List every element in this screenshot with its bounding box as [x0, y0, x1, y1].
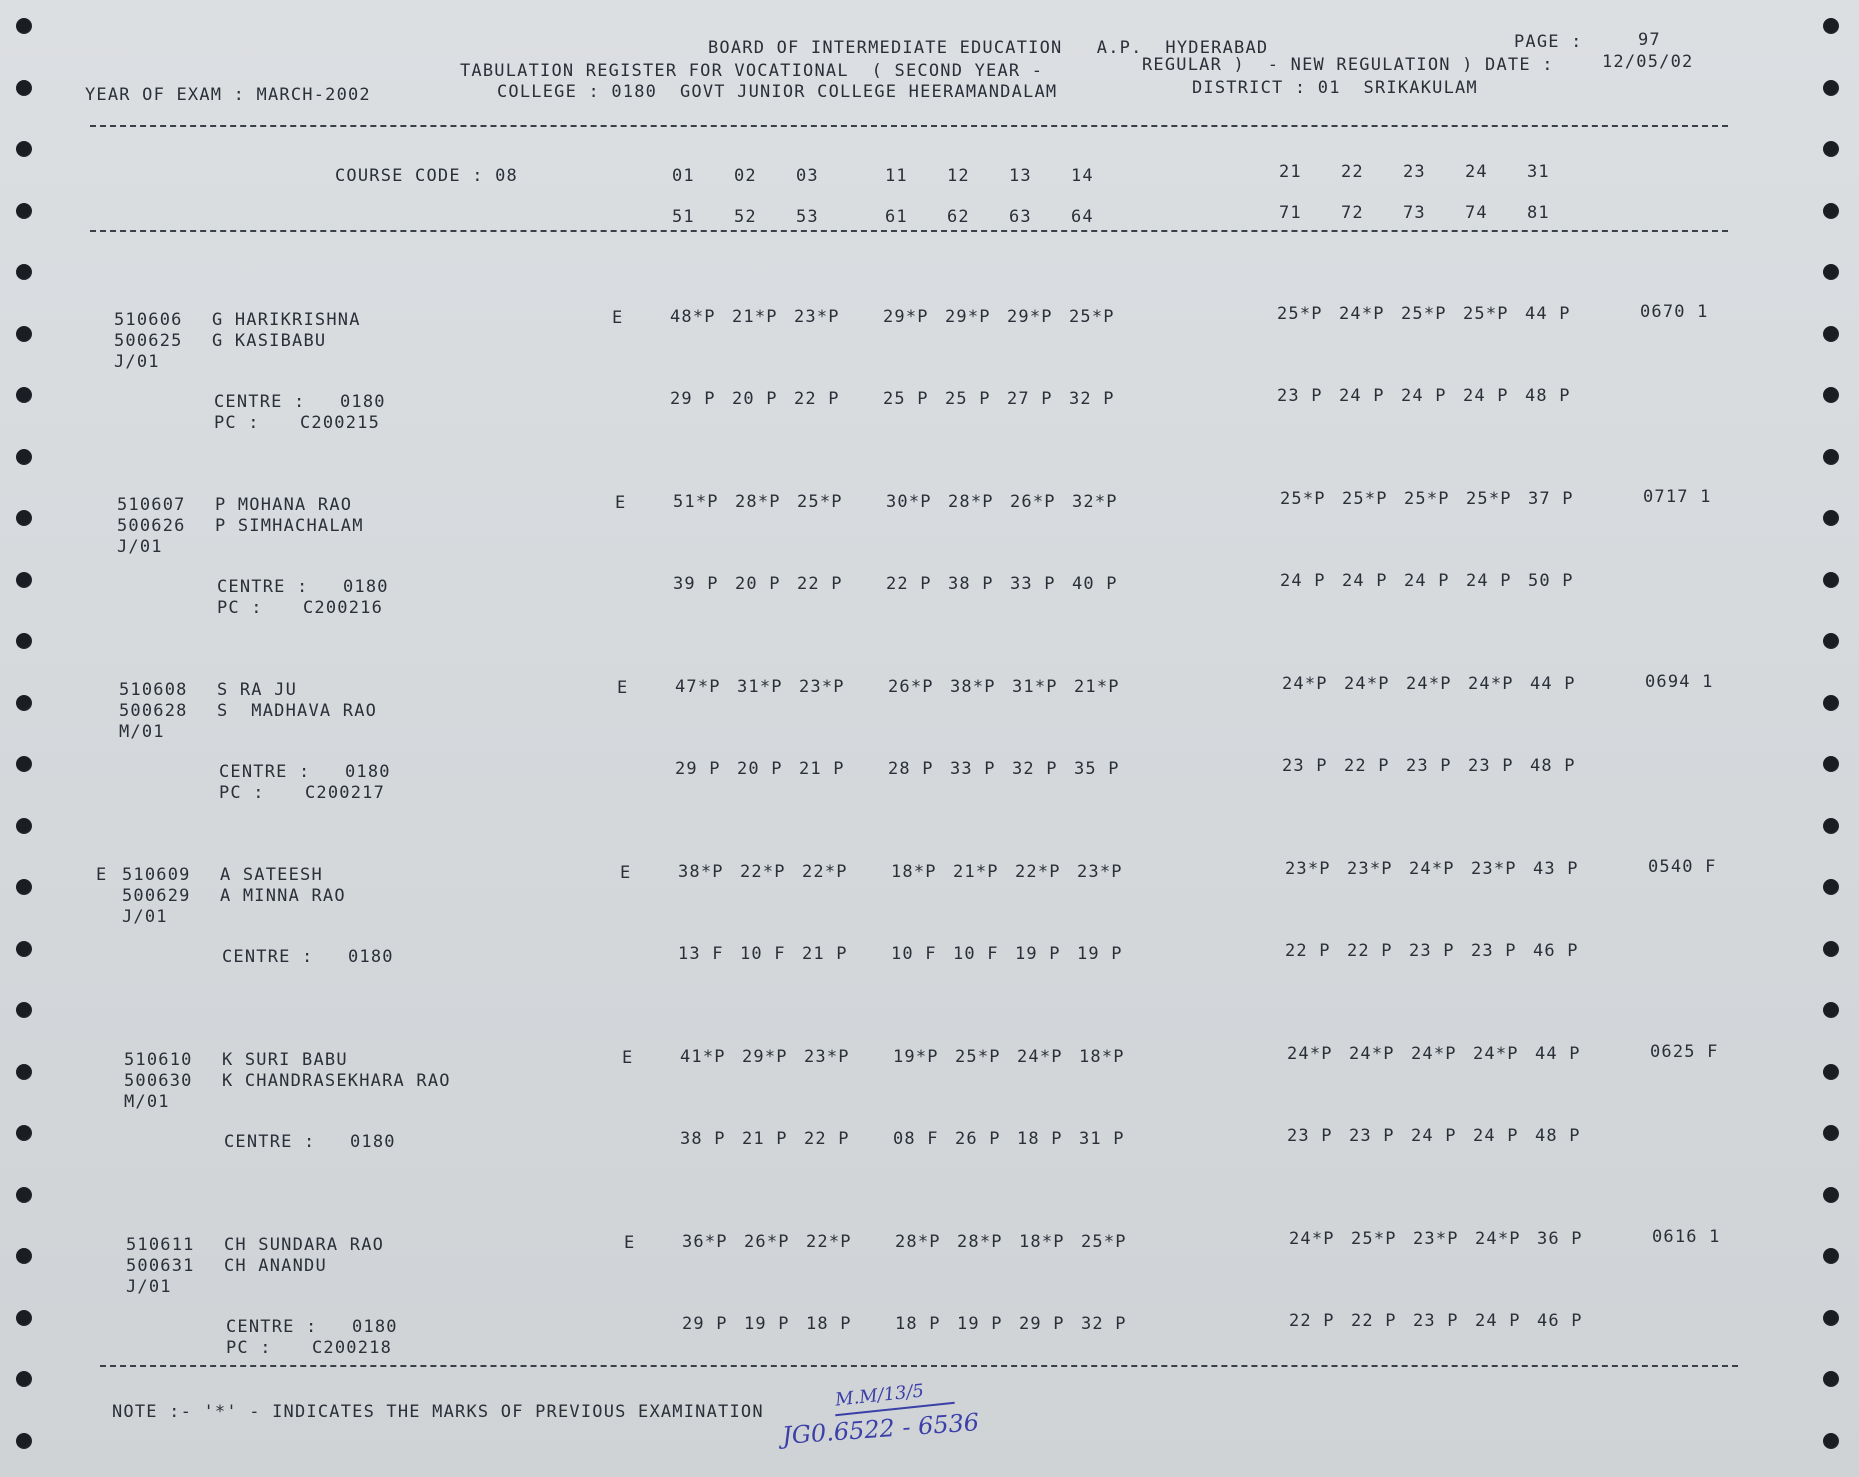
feed-hole: [1823, 449, 1839, 465]
mark-second: 20 P: [737, 759, 783, 779]
category-code: M/01: [124, 1092, 170, 1112]
centre-label: CENTRE :: [222, 947, 314, 967]
feed-hole: [1823, 879, 1839, 895]
feed-hole: [1823, 756, 1839, 772]
mark-current: 18*P: [891, 862, 937, 882]
mark-second: 23 P: [1349, 1126, 1395, 1146]
mark-second: 23 P: [1468, 756, 1514, 776]
mark-second: 18 P: [806, 1314, 852, 1334]
subject-code: 61: [885, 207, 908, 227]
feed-hole: [1823, 203, 1839, 219]
pc-number: C200217: [305, 783, 386, 803]
total-and-result: 0625 F: [1650, 1042, 1719, 1062]
tractor-feed-holes-right: [1813, 0, 1853, 1477]
mark-current: 25*P: [1081, 1232, 1127, 1252]
centre-code: 0180: [340, 392, 386, 412]
feed-hole: [1823, 818, 1839, 834]
mark-second: 22 P: [794, 389, 840, 409]
mark-second: 23 P: [1277, 386, 1323, 406]
mark-current: 24*P: [1289, 1229, 1335, 1249]
mark-second: 22 P: [804, 1129, 850, 1149]
feed-hole: [16, 941, 32, 957]
mark-second: 48 P: [1535, 1126, 1581, 1146]
handwritten-initials: M.M/13/5: [834, 1380, 925, 1411]
mark-second: 22 P: [797, 574, 843, 594]
mark-second: 38 P: [680, 1129, 726, 1149]
registration-number: 500628: [119, 701, 188, 721]
mark-second: 23 P: [1471, 941, 1517, 961]
mark-second: 24 P: [1404, 571, 1450, 591]
mark-current: 28*P: [948, 492, 994, 512]
centre-label: CENTRE :: [226, 1317, 318, 1337]
mark-current: 25*P: [797, 492, 843, 512]
feed-hole: [16, 141, 32, 157]
subject-code: 52: [734, 207, 757, 227]
feed-hole: [16, 203, 32, 219]
mark-current: 38*P: [678, 862, 724, 882]
mark-second: 24 P: [1463, 386, 1509, 406]
student-name: CH SUNDARA RAO: [224, 1235, 385, 1255]
subject-code: 22: [1341, 162, 1364, 182]
mark-second: 35 P: [1074, 759, 1120, 779]
mark-second: 22 P: [1285, 941, 1331, 961]
course-code: COURSE CODE : 08: [335, 166, 518, 186]
mark-current: 38*P: [950, 677, 996, 697]
college-info: COLLEGE : 0180 GOVT JUNIOR COLLEGE HEERAMANDALAM: [497, 82, 1058, 102]
mark-second: 21 P: [799, 759, 845, 779]
mark-second: 22 P: [886, 574, 932, 594]
mark-current: 18*P: [1019, 1232, 1065, 1252]
registration-number: 500631: [126, 1256, 195, 1276]
mark-second: 25 P: [945, 389, 991, 409]
centre-code: 0180: [345, 762, 391, 782]
mark-current: 25*P: [955, 1047, 1001, 1067]
mark-second: 24 P: [1411, 1126, 1457, 1146]
mark-second: 22 P: [1289, 1311, 1335, 1331]
mark-second: 20 P: [732, 389, 778, 409]
mark-second: 18 P: [1017, 1129, 1063, 1149]
mark-second: 50 P: [1528, 571, 1574, 591]
feed-hole: [16, 633, 32, 649]
mark-second: 33 P: [1010, 574, 1056, 594]
feed-hole: [16, 510, 32, 526]
mark-second: 21 P: [802, 944, 848, 964]
mark-second: 28 P: [888, 759, 934, 779]
mark-second: 38 P: [948, 574, 994, 594]
mark-current: 36 P: [1537, 1229, 1583, 1249]
register-title: TABULATION REGISTER FOR VOCATIONAL ( SECOND YEAR -: [460, 61, 1044, 81]
pc-number: C200215: [300, 413, 381, 433]
category-code: M/01: [119, 722, 165, 742]
feed-hole: [1823, 1064, 1839, 1080]
medium-code: E: [622, 1048, 634, 1068]
total-and-result: 0670 1: [1640, 302, 1709, 322]
mark-second: 08 F: [893, 1129, 939, 1149]
student-name: K SURI BABU: [222, 1050, 348, 1070]
mark-current: 28*P: [957, 1232, 1003, 1252]
hall-ticket-number: 510610: [124, 1050, 193, 1070]
mark-current: 24*P: [1409, 859, 1455, 879]
mark-second: 24 P: [1280, 571, 1326, 591]
feed-hole: [16, 80, 32, 96]
header-divider-bottom: [90, 230, 1728, 232]
registration-number: 500626: [117, 516, 186, 536]
subject-code: 23: [1403, 162, 1426, 182]
feed-hole: [16, 1433, 32, 1449]
feed-hole: [1823, 80, 1839, 96]
mark-second: 31 P: [1079, 1129, 1125, 1149]
pc-label: PC :: [214, 413, 260, 433]
father-name: CH ANANDU: [224, 1256, 327, 1276]
mark-current: 29*P: [742, 1047, 788, 1067]
mark-current: 25*P: [1069, 307, 1115, 327]
feed-hole: [1823, 1187, 1839, 1203]
tractor-feed-holes-left: [6, 0, 46, 1477]
centre-label: CENTRE :: [217, 577, 309, 597]
mark-second: 46 P: [1537, 1311, 1583, 1331]
mark-current: 23*P: [799, 677, 845, 697]
mark-second: 24 P: [1401, 386, 1447, 406]
feed-hole: [1823, 1248, 1839, 1264]
subject-code: 13: [1009, 166, 1032, 186]
mark-current: 24*P: [1287, 1044, 1333, 1064]
subject-code: 74: [1465, 203, 1488, 223]
subject-code: 11: [885, 166, 908, 186]
subject-code: 24: [1465, 162, 1488, 182]
feed-hole: [16, 1125, 32, 1141]
district-info: DISTRICT : 01 SRIKAKULAM: [1192, 78, 1478, 98]
mark-current: 29*P: [883, 307, 929, 327]
subject-code: 12: [947, 166, 970, 186]
student-name: A SATEESH: [220, 865, 323, 885]
mark-current: 28*P: [735, 492, 781, 512]
pc-label: PC :: [217, 598, 263, 618]
feed-hole: [16, 1248, 32, 1264]
subject-code: 81: [1527, 203, 1550, 223]
mark-current: 24*P: [1344, 674, 1390, 694]
feed-hole: [16, 326, 32, 342]
mark-second: 18 P: [895, 1314, 941, 1334]
total-and-result: 0694 1: [1645, 672, 1714, 692]
feed-hole: [1823, 141, 1839, 157]
mark-current: 41*P: [680, 1047, 726, 1067]
feed-hole: [1823, 264, 1839, 280]
feed-hole: [1823, 1125, 1839, 1141]
mark-current: 23*P: [1347, 859, 1393, 879]
mark-current: 25*P: [1401, 304, 1447, 324]
total-and-result: 0540 F: [1648, 857, 1717, 877]
year-of-exam: YEAR OF EXAM : MARCH-2002: [85, 85, 371, 105]
total-and-result: 0717 1: [1643, 487, 1712, 507]
mark-current: 31*P: [1012, 677, 1058, 697]
mark-current: 24*P: [1017, 1047, 1063, 1067]
mark-current: 24*P: [1349, 1044, 1395, 1064]
subject-code: 02: [734, 166, 757, 186]
mark-second: 25 P: [883, 389, 929, 409]
feed-hole: [1823, 1310, 1839, 1326]
feed-hole: [1823, 387, 1839, 403]
subject-code: 64: [1071, 207, 1094, 227]
mark-second: 10 F: [953, 944, 999, 964]
mark-current: 24*P: [1473, 1044, 1519, 1064]
mark-current: 25*P: [1342, 489, 1388, 509]
mark-second: 19 P: [957, 1314, 1003, 1334]
medium-code: E: [612, 308, 624, 328]
mark-current: 23*P: [794, 307, 840, 327]
mark-current: 24*P: [1468, 674, 1514, 694]
mark-current: 26*P: [1010, 492, 1056, 512]
hall-ticket-number: 510609: [122, 865, 191, 885]
print-date: 12/05/02: [1602, 52, 1694, 72]
mark-second: 27 P: [1007, 389, 1053, 409]
mark-second: 40 P: [1072, 574, 1118, 594]
mark-second: 32 P: [1069, 389, 1115, 409]
mark-second: 23 P: [1409, 941, 1455, 961]
feed-hole: [16, 18, 32, 34]
mark-current: 21*P: [1074, 677, 1120, 697]
mark-current: 25*P: [1351, 1229, 1397, 1249]
mark-second: 33 P: [950, 759, 996, 779]
mark-second: 23 P: [1406, 756, 1452, 776]
subject-code: 53: [796, 207, 819, 227]
feed-hole: [1823, 18, 1839, 34]
feed-hole: [1823, 1433, 1839, 1449]
header-divider-top: [90, 125, 1728, 127]
feed-hole: [16, 1002, 32, 1018]
mark-current: 25*P: [1466, 489, 1512, 509]
mark-current: 30*P: [886, 492, 932, 512]
mark-current: 26*P: [888, 677, 934, 697]
father-name: G KASIBABU: [212, 331, 327, 351]
mark-current: 51*P: [673, 492, 719, 512]
student-name: P MOHANA RAO: [215, 495, 353, 515]
father-name: K CHANDRASEKHARA RAO: [222, 1071, 451, 1091]
mark-current: 25*P: [1277, 304, 1323, 324]
page-label: PAGE :: [1514, 32, 1583, 52]
subject-code: 21: [1279, 162, 1302, 182]
feed-hole: [16, 387, 32, 403]
mark-second: 23 P: [1287, 1126, 1333, 1146]
mark-second: 20 P: [735, 574, 781, 594]
feed-hole: [1823, 510, 1839, 526]
mark-second: 21 P: [742, 1129, 788, 1149]
mark-current: 22*P: [802, 862, 848, 882]
mark-second: 23 P: [1282, 756, 1328, 776]
mark-current: 22*P: [740, 862, 786, 882]
mark-current: 24*P: [1411, 1044, 1457, 1064]
mark-current: 31*P: [737, 677, 783, 697]
mark-second: 10 F: [740, 944, 786, 964]
centre-code: 0180: [352, 1317, 398, 1337]
subject-code: 51: [672, 207, 695, 227]
feed-hole: [16, 1064, 32, 1080]
feed-hole: [1823, 695, 1839, 711]
mark-second: 23 P: [1413, 1311, 1459, 1331]
mark-second: 29 P: [670, 389, 716, 409]
mark-current: 44 P: [1530, 674, 1576, 694]
category-code: J/01: [117, 537, 163, 557]
centre-code: 0180: [350, 1132, 396, 1152]
mark-second: 24 P: [1475, 1311, 1521, 1331]
mark-second: 26 P: [955, 1129, 1001, 1149]
category-code: J/01: [114, 352, 160, 372]
centre-label: CENTRE :: [219, 762, 311, 782]
mark-second: 39 P: [673, 574, 719, 594]
mark-current: 28*P: [895, 1232, 941, 1252]
footer-divider: [100, 1365, 1738, 1367]
feed-hole: [16, 572, 32, 588]
feed-hole: [16, 818, 32, 834]
mark-current: 29*P: [945, 307, 991, 327]
mark-second: 32 P: [1081, 1314, 1127, 1334]
mark-current: 22*P: [806, 1232, 852, 1252]
mark-second: 22 P: [1344, 756, 1390, 776]
father-name: A MINNA RAO: [220, 886, 346, 906]
feed-hole: [16, 1371, 32, 1387]
centre-code: 0180: [348, 947, 394, 967]
subject-code: 01: [672, 166, 695, 186]
mark-current: 37 P: [1528, 489, 1574, 509]
subject-code: 31: [1527, 162, 1550, 182]
footnote: NOTE :- '*' - INDICATES THE MARKS OF PREVIOUS EXAMINATION: [112, 1402, 764, 1422]
mark-current: 23*P: [1413, 1229, 1459, 1249]
feed-hole: [1823, 941, 1839, 957]
mark-current: 24*P: [1282, 674, 1328, 694]
mark-current: 36*P: [682, 1232, 728, 1252]
mark-second: 46 P: [1533, 941, 1579, 961]
mark-current: 47*P: [675, 677, 721, 697]
mark-current: 26*P: [744, 1232, 790, 1252]
regulation-text: REGULAR ) - NEW REGULATION ) DATE :: [1142, 55, 1554, 75]
pc-label: PC :: [219, 783, 265, 803]
subject-code: 63: [1009, 207, 1032, 227]
hall-ticket-number: 510607: [117, 495, 186, 515]
mark-current: 22*P: [1015, 862, 1061, 882]
mark-second: 24 P: [1339, 386, 1385, 406]
pc-number: C200216: [303, 598, 384, 618]
total-and-result: 0616 1: [1652, 1227, 1721, 1247]
mark-current: 43 P: [1533, 859, 1579, 879]
mark-second: 19 P: [1077, 944, 1123, 964]
mark-current: 21*P: [953, 862, 999, 882]
medium-code: E: [617, 678, 629, 698]
feed-hole: [16, 879, 32, 895]
mark-current: 25*P: [1280, 489, 1326, 509]
feed-hole: [1823, 1002, 1839, 1018]
category-code: J/01: [126, 1277, 172, 1297]
mark-current: 21*P: [732, 307, 778, 327]
hall-ticket-number: 510608: [119, 680, 188, 700]
subject-code: 03: [796, 166, 819, 186]
mark-second: 19 P: [744, 1314, 790, 1334]
mark-second: 22 P: [1347, 941, 1393, 961]
mark-second: 19 P: [1015, 944, 1061, 964]
mark-current: 24*P: [1339, 304, 1385, 324]
mark-second: 24 P: [1466, 571, 1512, 591]
feed-hole: [16, 1187, 32, 1203]
board-title: BOARD OF INTERMEDIATE EDUCATION A.P. HYDERABAD: [708, 38, 1269, 58]
mark-second: 24 P: [1342, 571, 1388, 591]
centre-label: CENTRE :: [214, 392, 306, 412]
mark-second: 24 P: [1473, 1126, 1519, 1146]
page-number: 97: [1638, 30, 1661, 50]
student-name: G HARIKRISHNA: [212, 310, 361, 330]
mark-current: 44 P: [1525, 304, 1571, 324]
mark-current: 23*P: [1471, 859, 1517, 879]
mark-current: 19*P: [893, 1047, 939, 1067]
subject-code: 71: [1279, 203, 1302, 223]
feed-hole: [16, 695, 32, 711]
feed-hole: [16, 264, 32, 280]
mark-current: 18*P: [1079, 1047, 1125, 1067]
feed-hole: [16, 756, 32, 772]
registration-number: 500625: [114, 331, 183, 351]
mark-second: 29 P: [675, 759, 721, 779]
pc-label: PC :: [226, 1338, 272, 1358]
mark-second: 10 F: [891, 944, 937, 964]
registration-number: 500629: [122, 886, 191, 906]
category-code: J/01: [122, 907, 168, 927]
mark-second: 13 F: [678, 944, 724, 964]
mark-current: 32*P: [1072, 492, 1118, 512]
registration-number: 500630: [124, 1071, 193, 1091]
father-name: P SIMHACHALAM: [215, 516, 364, 536]
mark-second: 29 P: [1019, 1314, 1065, 1334]
feed-hole: [16, 449, 32, 465]
mark-second: 22 P: [1351, 1311, 1397, 1331]
mark-current: 23*P: [1077, 862, 1123, 882]
medium-code: E: [615, 493, 627, 513]
record-flag: E: [96, 865, 108, 885]
student-name: S RA JU: [217, 680, 298, 700]
subject-code: 73: [1403, 203, 1426, 223]
hall-ticket-number: 510606: [114, 310, 183, 330]
feed-hole: [1823, 633, 1839, 649]
feed-hole: [1823, 326, 1839, 342]
mark-current: 25*P: [1404, 489, 1450, 509]
feed-hole: [1823, 572, 1839, 588]
mark-current: 23*P: [1285, 859, 1331, 879]
mark-current: 25*P: [1463, 304, 1509, 324]
handwritten-reference: JG0.6522 - 6536: [781, 1408, 980, 1450]
centre-label: CENTRE :: [224, 1132, 316, 1152]
hall-ticket-number: 510611: [126, 1235, 195, 1255]
mark-second: 32 P: [1012, 759, 1058, 779]
mark-second: 48 P: [1525, 386, 1571, 406]
mark-current: 23*P: [804, 1047, 850, 1067]
medium-code: E: [624, 1233, 636, 1253]
subject-code: 14: [1071, 166, 1094, 186]
mark-current: 29*P: [1007, 307, 1053, 327]
feed-hole: [1823, 1371, 1839, 1387]
subject-code: 62: [947, 207, 970, 227]
father-name: S MADHAVA RAO: [217, 701, 378, 721]
pc-number: C200218: [312, 1338, 393, 1358]
feed-hole: [16, 1310, 32, 1326]
subject-code: 72: [1341, 203, 1364, 223]
medium-code: E: [620, 863, 632, 883]
mark-second: 29 P: [682, 1314, 728, 1334]
mark-current: 24*P: [1475, 1229, 1521, 1249]
mark-current: 24*P: [1406, 674, 1452, 694]
mark-second: 48 P: [1530, 756, 1576, 776]
mark-current: 48*P: [670, 307, 716, 327]
mark-current: 44 P: [1535, 1044, 1581, 1064]
centre-code: 0180: [343, 577, 389, 597]
